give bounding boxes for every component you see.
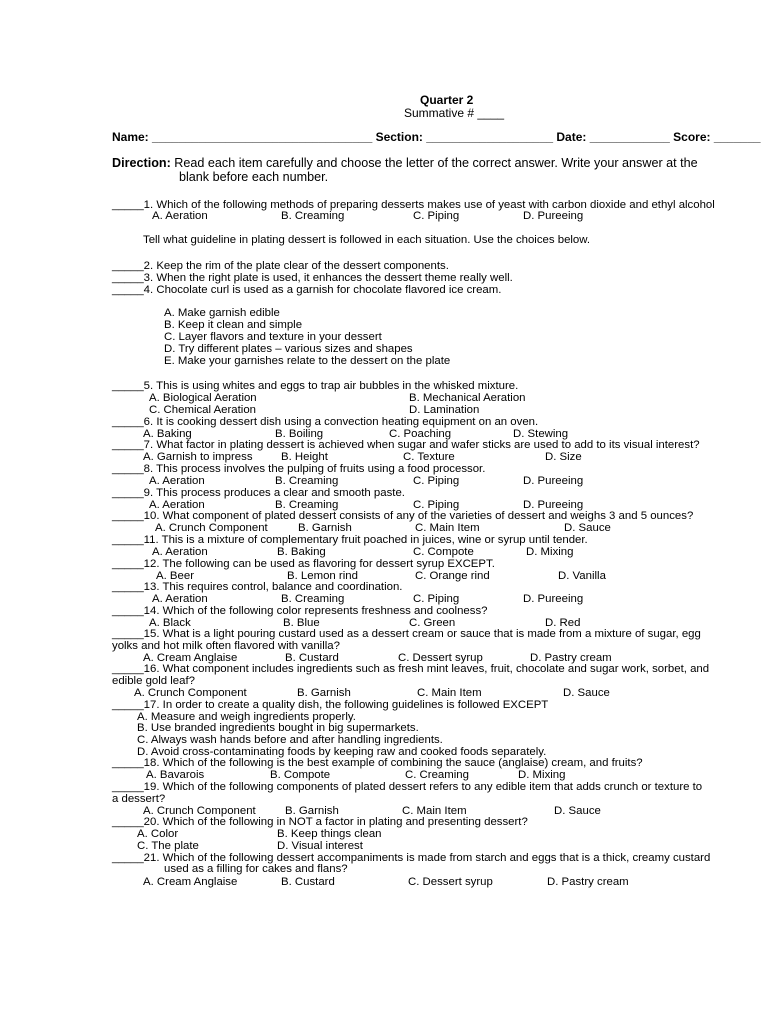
question-5: _____5. This is using whites and eggs to trap air bubbles in the whisked mixture. — [112, 380, 519, 392]
q11-option-d: D. Mixing — [526, 546, 574, 558]
q12-option-d: D. Vanilla — [558, 570, 606, 582]
q16-option-c: C. Main Item — [417, 687, 482, 699]
q8-option-d: D. Pureeing — [523, 475, 584, 487]
q11-option-c: C. Compote — [413, 546, 474, 558]
q17-option-b: B. Use branded ingredients bought in big supermarkets. — [137, 722, 419, 734]
q19-option-a: A. Crunch Component — [143, 805, 256, 817]
q21-option-a: A. Cream Anglaise — [143, 876, 238, 888]
q6-option-a: A. Baking — [143, 428, 192, 440]
question-7: _____7. What factor in plating dessert is achieved when sugar and wafer sticks are used to add to its visual interest? — [112, 439, 700, 451]
q12-option-c: C. Orange rind — [415, 570, 490, 582]
q17-option-d: D. Avoid cross-contaminating foods by keeping raw and cooked foods separately. — [137, 746, 547, 758]
q9-option-c: C. Piping — [413, 499, 460, 511]
question-19-line1: _____19. Which of the following components of plated dessert refers to any edible item that adds crunch or texture to — [112, 781, 703, 793]
question-1: _____1. Which of the following methods of preparing desserts makes use of yeast with carbon dioxide and ethyl alcohol — [112, 199, 715, 211]
question-6: _____6. It is cooking dessert dish using a convection heating equipment on an oven. — [112, 416, 539, 428]
q20-option-d: D. Visual interest — [277, 840, 363, 852]
q10-option-b: B. Garnish — [298, 522, 352, 534]
guideline-choice-b: B. Keep it clean and simple — [164, 319, 303, 331]
q6-option-b: B. Boiling — [275, 428, 324, 440]
q7-option-c: C. Texture — [403, 451, 455, 463]
q1-option-d: D. Pureeing — [523, 210, 584, 222]
quarter-title: Quarter 2 — [420, 93, 474, 107]
question-16-line1: _____16. What component includes ingredients such as fresh mint leaves, fruit, chocolate and sugar work, sorbet, and — [112, 663, 710, 675]
question-13: _____13. This requires control, balance and coordination. — [112, 581, 403, 593]
q13-option-b: B. Creaming — [281, 593, 345, 605]
q21-option-c: C. Dessert syrup — [408, 876, 493, 888]
q19-option-b: B. Garnish — [285, 805, 339, 817]
q11-option-a: A. Aeration — [152, 546, 208, 558]
q9-option-b: B. Creaming — [275, 499, 339, 511]
q16-option-a: A. Crunch Component — [134, 687, 247, 699]
q7-option-a: A. Garnish to impress — [143, 451, 253, 463]
question-11: _____11. This is a mixture of complementary fruit poached in juices, wine or syrup until tender. — [112, 534, 588, 546]
q10-option-a: A. Crunch Component — [155, 522, 268, 534]
q20-option-a: A. Color — [137, 828, 179, 840]
question-21-line1: _____21. Which of the following dessert accompaniments is made from starch and eggs that is a thick, creamy custard — [112, 852, 711, 864]
guideline-choice-c: C. Layer flavors and texture in your dessert — [164, 331, 382, 343]
q13-option-a: A. Aeration — [152, 593, 208, 605]
q20-option-b: B. Keep things clean — [277, 828, 382, 840]
direction-text-line2: blank before each number. — [179, 170, 329, 184]
q10-option-c: C. Main Item — [415, 522, 480, 534]
question-8: _____8. This process involves the pulping of fruits using a food processor. — [112, 463, 486, 475]
q7-option-d: D. Size — [545, 451, 582, 463]
q18-option-b: B. Compote — [270, 769, 331, 781]
guideline-choice-d: D. Try different plates – various sizes and shapes — [164, 343, 413, 355]
summative-number: Summative # ____ — [404, 106, 505, 120]
guideline-choice-e: E. Make your garnishes relate to the dessert on the plate — [164, 355, 451, 367]
direction-text-line1: Read each item carefully and choose the letter of the correct answer. Write your answer at the — [174, 156, 698, 170]
q14-option-d: D. Red — [545, 617, 581, 629]
question-15-line1: _____15. What is a light pouring custard used as a dessert cream or sauce that is made from a mixture of sugar, egg — [112, 628, 701, 640]
question-10: _____10. What component of plated dessert consists of any of the varieties of dessert and weighs 3 and 5 ounces? — [112, 510, 694, 522]
question-18: _____18. Which of the following is the best example of combining the sauce (anglaise) cream, and fruits? — [112, 757, 643, 769]
q6-option-d: D. Stewing — [513, 428, 569, 440]
q16-option-d: D. Sauce — [563, 687, 610, 699]
guideline-instruction: Tell what guideline in plating dessert is followed in each situation. Use the choices below. — [143, 234, 591, 246]
q17-option-a: A. Measure and weigh ingredients properly. — [137, 711, 356, 723]
q6-option-c: C. Poaching — [389, 428, 452, 440]
question-16-line2: edible gold leaf? — [112, 675, 195, 687]
q12-option-b: B. Lemon rind — [287, 570, 358, 582]
q9-option-a: A. Aeration — [149, 499, 205, 511]
question-12: _____12. The following can be used as flavoring for dessert syrup EXCEPT. — [112, 558, 495, 570]
q15-option-c: C. Dessert syrup — [398, 652, 483, 664]
question-4: _____4. Chocolate curl is used as a garnish for chocolate flavored ice cream. — [112, 284, 502, 296]
question-14: _____14. Which of the following color represents freshness and coolness? — [112, 605, 488, 617]
guideline-choice-a: A. Make garnish edible — [164, 307, 280, 319]
q12-option-a: A. Beer — [156, 570, 194, 582]
q1-option-c: C. Piping — [413, 210, 460, 222]
q21-option-d: D. Pastry cream — [547, 876, 629, 888]
direction-block — [112, 156, 698, 170]
question-20: _____20. Which of the following in NOT a factor in plating and presenting dessert? — [112, 816, 528, 828]
q8-option-c: C. Piping — [413, 475, 460, 487]
q5-option-a: A. Biological Aeration — [149, 392, 257, 404]
q14-option-a: A. Black — [149, 617, 191, 629]
q8-option-b: B. Creaming — [275, 475, 339, 487]
q5-option-c: C. Chemical Aeration — [149, 404, 256, 416]
q16-option-b: B. Garnish — [297, 687, 351, 699]
question-17: _____17. In order to create a quality dish, the following guidelines is followed EXCEPT — [112, 699, 549, 711]
student-info-line: Name: _________________________________ Section: ___________________ Date: ____________ Score: _______ — [112, 130, 761, 144]
q1-option-b: B. Creaming — [281, 210, 345, 222]
q13-option-d: D. Pureeing — [523, 593, 584, 605]
question-9: _____9. This process produces a clear and smooth paste. — [112, 487, 405, 499]
q21-option-b: B. Custard — [281, 876, 335, 888]
q5-option-d: D. Lamination — [409, 404, 480, 416]
q18-option-d: D. Mixing — [518, 769, 566, 781]
q14-option-b: B. Blue — [283, 617, 320, 629]
question-2: _____2. Keep the rim of the plate clear of the dessert components. — [112, 260, 449, 272]
q15-option-a: A. Cream Anglaise — [143, 652, 238, 664]
q20-option-c: C. The plate — [137, 840, 199, 852]
q18-option-c: C. Creaming — [405, 769, 469, 781]
q19-option-c: C. Main Item — [402, 805, 467, 817]
question-15-line2: yolks and hot milk often flavored with vanilla? — [112, 640, 340, 652]
question-19-line2: a dessert? — [112, 793, 166, 805]
question-21-line2: used as a filling for cakes and flans? — [164, 863, 348, 875]
q19-option-d: D. Sauce — [554, 805, 601, 817]
q5-option-b: B. Mechanical Aeration — [409, 392, 526, 404]
q14-option-c: C. Green — [409, 617, 456, 629]
q7-option-b: B. Height — [281, 451, 328, 463]
q15-option-b: B. Custard — [285, 652, 339, 664]
q9-option-d: D. Pureeing — [523, 499, 584, 511]
q11-option-b: B. Baking — [277, 546, 326, 558]
q1-option-a: A. Aeration — [152, 210, 208, 222]
q15-option-d: D. Pastry cream — [530, 652, 612, 664]
q10-option-d: D. Sauce — [564, 522, 611, 534]
question-3: _____3. When the right plate is used, it enhances the dessert theme really well. — [112, 272, 513, 284]
q8-option-a: A. Aeration — [149, 475, 205, 487]
q13-option-c: C. Piping — [413, 593, 460, 605]
q17-option-c: C. Always wash hands before and after handling ingredients. — [137, 734, 443, 746]
direction-label: Direction: — [112, 156, 171, 170]
q18-option-a: A. Bavarois — [146, 769, 205, 781]
